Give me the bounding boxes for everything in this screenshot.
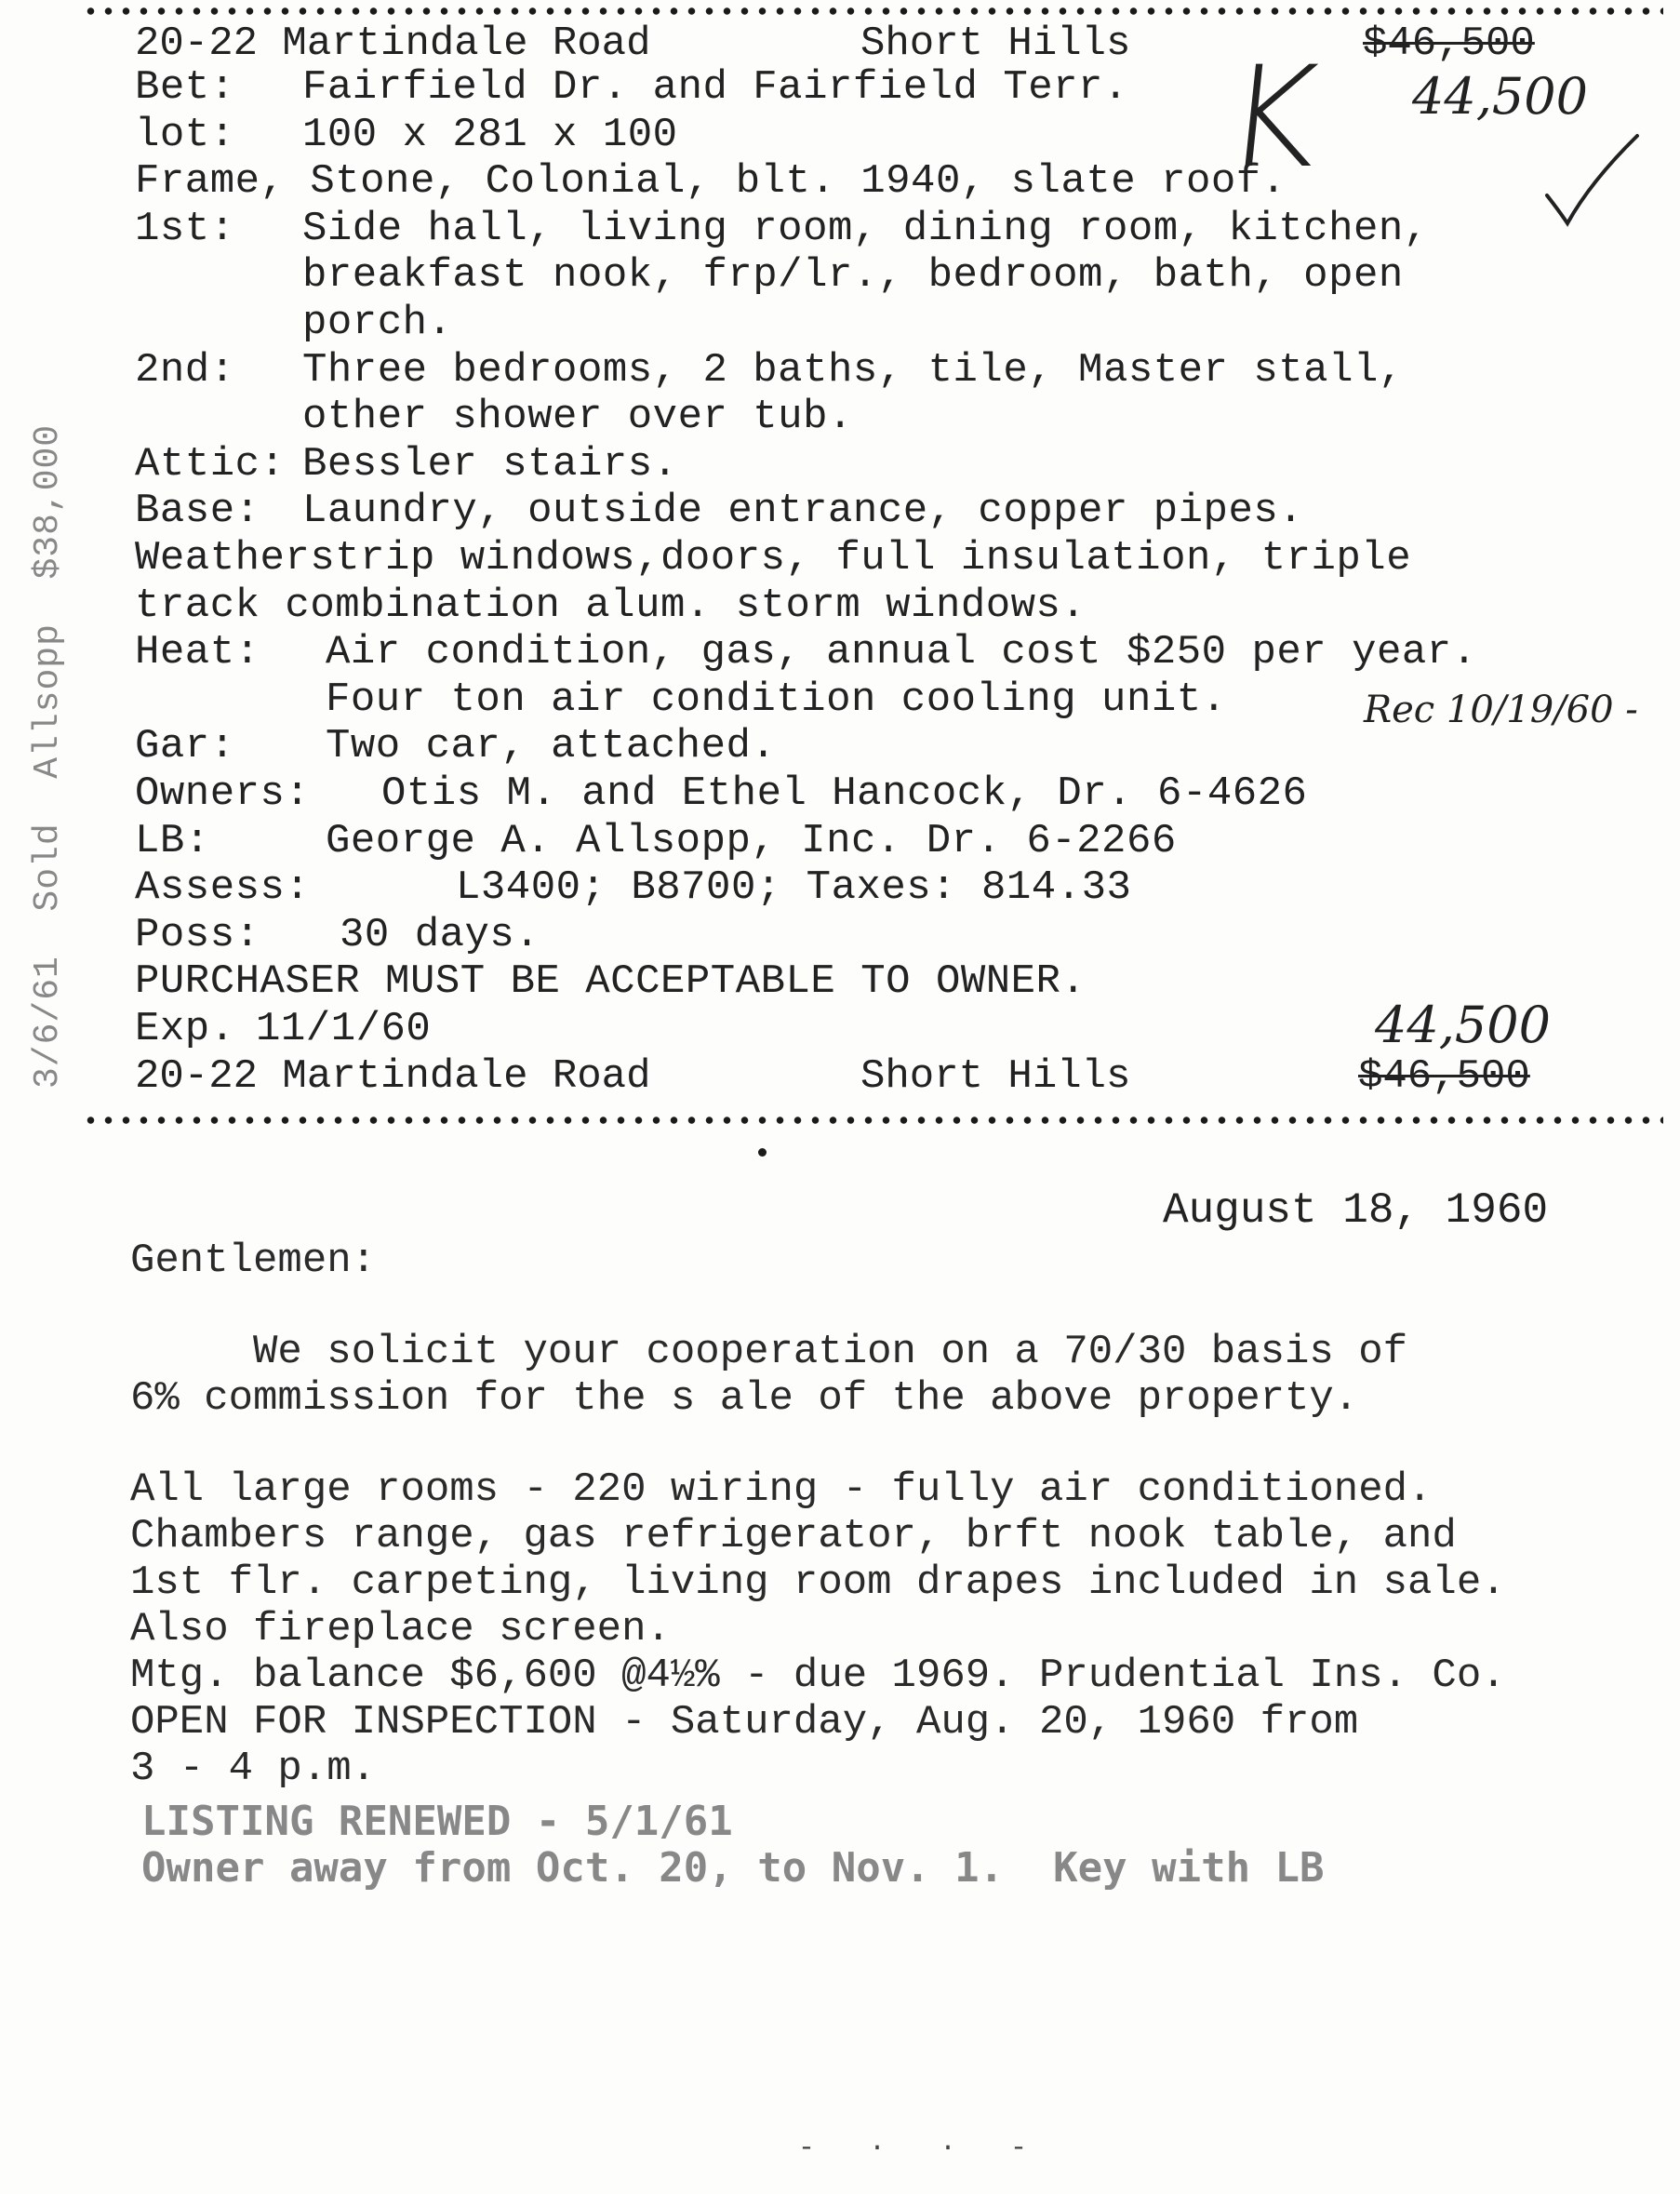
card-line-text: Four ton air condition cooling unit. [326,676,1227,723]
letter-renewal-line: LISTING RENEWED - 5/1/61 [141,1798,733,1845]
card-line-text: L3400; B8700; Taxes: 814.33 [456,864,1132,911]
letter-note-line: Chambers range, gas refrigerator, brft nook table, and [130,1513,1457,1559]
card-footer-street: 20-22 Martindale Road [135,1053,651,1100]
card-footer-town: Short Hills [860,1053,1131,1100]
letter-salutation: Gentlemen: [130,1237,377,1284]
card-line-label: 2nd: [135,347,235,394]
card-line-text: 11/1/60 [256,1006,432,1052]
card-line-text: Laundry, outside entrance, copper pipes. [302,488,1304,534]
card-line-text: Fairfield Dr. and Fairfield Terr. [302,64,1128,111]
letter-renewal-line: Owner away from Oct. 20, to Nov. 1. Key with LB [141,1844,1325,1892]
card-line-text: Weatherstrip windows,doors, full insulation, triple [135,535,1412,582]
card-line-text: Side hall, living room, dining room, kitchen, [302,206,1429,252]
letter-note-line: All large rooms - 220 wiring - fully air conditioned. [130,1466,1433,1513]
card-line-label: Poss: [135,912,260,958]
card-footer-price: $46,500 [1358,1053,1530,1100]
card-line-label: Heat: [135,629,260,676]
card-line-text: Two car, attached. [326,723,777,769]
card-line-text: 100 x 281 x 100 [302,112,678,158]
card-line-text: Bessler stairs. [302,441,678,488]
letter-note-line: 3 - 4 p.m. [130,1746,377,1792]
bottom-marks: - · · - [798,2133,1047,2164]
handwritten-new-price-top: 44,500 [1412,67,1588,126]
card-line-label: LB: [135,818,210,864]
letter-note-line: 1st flr. carpeting, living room drapes included in sale. [130,1559,1506,1606]
card-line-text: George A. Allsopp, Inc. Dr. 6-2266 [326,818,1177,864]
card-line-text: PURCHASER MUST BE ACCEPTABLE TO OWNER. [135,958,1087,1005]
perforation-middle [82,1115,1663,1126]
card-line-label: Attic: [135,441,286,488]
letter-body-line: 6% commission for the s ale of the above property. [130,1375,1359,1422]
card-line-text: Frame, Stone, Colonial, blt. 1940, slate roof. [135,158,1287,205]
card-line-text: other shower over tub. [302,394,853,440]
card-line-label: Assess: [135,864,311,911]
check-mark-icon [1540,130,1642,233]
card-line-label: Gar: [135,723,235,769]
letter-body-line: We solicit your cooperation on a 70/30 basis of [130,1329,1408,1375]
card-line-label: Owners: [135,770,311,817]
card-line-label: Bet: [135,64,235,111]
card-header-price: $46,500 [1363,20,1535,67]
card-line-text: porch. [302,300,453,346]
card-line-text: 30 days. [340,912,540,958]
card-line-text: breakfast nook, frp/lr., bedroom, bath, open [302,252,1404,299]
letter-note-line: OPEN FOR INSPECTION - Saturday, Aug. 20, 1960 from [130,1699,1359,1746]
card-header-town: Short Hills [860,20,1131,67]
card-line-text: Otis M. and Ethel Hancock, Dr. 6-4626 [381,770,1308,817]
side-note-sold: 3/6/61 Sold Allsopp $38,000 [28,423,68,1089]
handwritten-letter-k: K [1217,37,1327,199]
letter-note-line: Also fireplace screen. [130,1606,671,1652]
card-header-street: 20-22 Martindale Road [135,20,651,67]
card-line-label: lot: [135,112,235,158]
card-line-text: track combination alum. storm windows. [135,582,1087,629]
handwritten-received-date: Rec 10/19/60 - [1364,689,1638,731]
letter-note-line: Mtg. balance $6,600 @4½% - due 1969. Prudential Ins. Co. [130,1652,1506,1699]
letter-date: August 18, 1960 [1163,1186,1549,1235]
perforation-dot [758,1148,767,1157]
card-line-label: 1st: [135,206,235,252]
card-line-label: Base: [135,488,260,534]
card-line-label: Exp. [135,1006,235,1052]
card-line-text: Air condition, gas, annual cost $250 per year. [326,629,1477,676]
card-line-text: Three bedrooms, 2 baths, tile, Master stall, [302,347,1404,394]
handwritten-new-price-bottom: 44,500 [1375,996,1551,1054]
